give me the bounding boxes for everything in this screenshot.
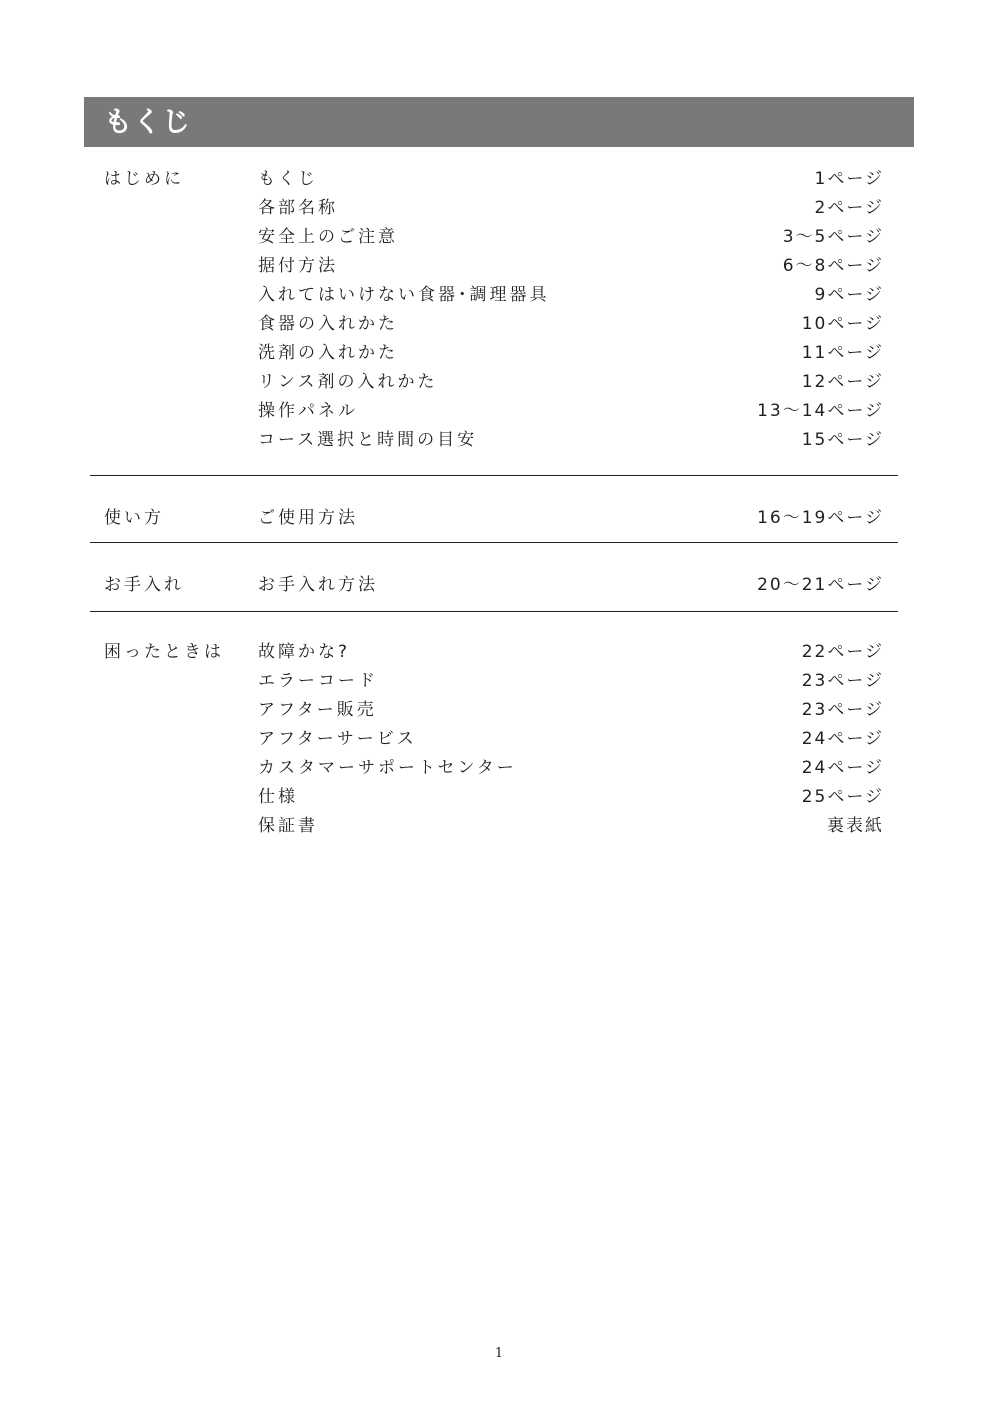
section-label: 使い方	[104, 508, 164, 528]
title-bar	[84, 97, 914, 147]
entry-page: 23ページ	[801, 700, 884, 720]
entry-label: アフター販売	[258, 700, 377, 720]
toc-entry[interactable]	[258, 397, 884, 426]
toc-entry[interactable]	[258, 368, 884, 397]
entry-label: 仕様	[258, 787, 298, 807]
section-item-list	[258, 504, 884, 533]
toc-entry[interactable]	[258, 281, 884, 310]
entry-label: 食器の入れかた	[258, 314, 398, 334]
toc-entry[interactable]	[258, 571, 884, 600]
entry-page: 15ページ	[801, 430, 884, 450]
entry-label: カスタマーサポートセンター	[258, 758, 517, 778]
entry-label: 入れてはいけない食器･調理器具	[258, 285, 550, 305]
toc-entry[interactable]	[258, 696, 884, 725]
entry-label: 操作パネル	[258, 401, 358, 421]
entry-page: 裏表紙	[827, 816, 884, 836]
toc-entry[interactable]	[258, 504, 884, 533]
entry-label: 保証書	[258, 816, 318, 836]
toc-entry[interactable]	[258, 426, 884, 455]
toc-entry[interactable]	[258, 223, 884, 252]
entry-page: 10ページ	[801, 314, 884, 334]
toc-entry[interactable]	[258, 754, 884, 783]
entry-page: 23ページ	[801, 671, 884, 691]
toc-entry[interactable]	[258, 783, 884, 812]
entry-page: 9ページ	[814, 285, 884, 305]
entry-page: 24ページ	[801, 758, 884, 778]
entry-page: 20～21ページ	[757, 575, 884, 595]
toc-entry[interactable]	[258, 165, 884, 194]
toc-section-introduction	[90, 165, 898, 476]
entry-page: 11ページ	[801, 343, 884, 363]
entry-page: 22ページ	[801, 642, 884, 662]
section-item-list	[258, 571, 884, 600]
entry-label: 据付方法	[258, 256, 338, 276]
entry-label: コース選択と時間の目安	[258, 430, 478, 450]
entry-page: 6～8ページ	[782, 256, 884, 276]
toc-entry[interactable]	[258, 252, 884, 281]
toc-entry[interactable]	[258, 667, 884, 696]
entry-label: お手入れ方法	[258, 575, 378, 595]
entry-page: 2ページ	[814, 198, 884, 218]
entry-label: もくじ	[258, 169, 318, 189]
toc-entry[interactable]	[258, 339, 884, 368]
entry-label: 各部名称	[258, 198, 338, 218]
entry-label: エラーコード	[258, 671, 378, 691]
entry-label: 故障かな?	[258, 642, 351, 662]
entry-page: 16～19ページ	[757, 508, 884, 528]
section-item-list	[258, 165, 884, 455]
section-label: はじめに	[104, 169, 184, 189]
section-label: 困ったときは	[104, 642, 224, 662]
entry-page: 1ページ	[814, 169, 884, 189]
section-label: お手入れ	[104, 575, 184, 595]
toc-entry[interactable]	[258, 194, 884, 223]
toc-entry[interactable]	[258, 310, 884, 339]
toc-entry[interactable]	[258, 725, 884, 754]
page-number: 1	[494, 1346, 504, 1361]
toc-entry[interactable]	[258, 812, 884, 841]
entry-label: ご使用方法	[258, 508, 358, 528]
toc-section-usage	[90, 476, 898, 543]
entry-page: 13～14ページ	[757, 401, 884, 421]
entry-label: 安全上のご注意	[258, 227, 398, 247]
toc-section-care	[90, 543, 898, 612]
entry-page: 12ページ	[801, 372, 884, 392]
toc-entry[interactable]	[258, 638, 884, 667]
entry-label: リンス剤の入れかた	[258, 372, 438, 392]
entry-page: 3～5ページ	[782, 227, 884, 247]
entry-label: 洗剤の入れかた	[258, 343, 398, 363]
entry-page: 25ページ	[801, 787, 884, 807]
page-title: もくじ	[104, 105, 192, 138]
toc-section-troubleshooting	[90, 612, 898, 842]
entry-label: アフターサービス	[258, 729, 417, 749]
section-item-list	[258, 638, 884, 841]
table-of-contents	[90, 165, 898, 842]
entry-page: 24ページ	[801, 729, 884, 749]
